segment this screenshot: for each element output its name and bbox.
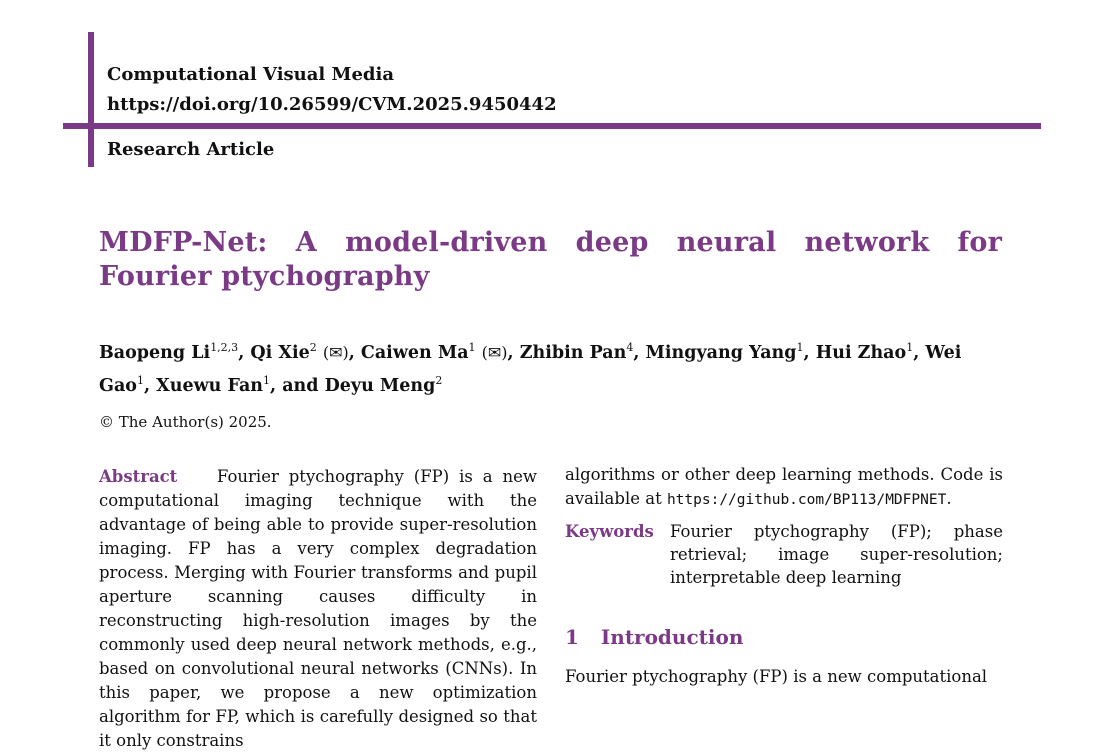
copyright-notice: © The Author(s) 2025.: [99, 413, 272, 431]
section-title: Introduction: [600, 625, 744, 649]
abstract-continuation: [565, 463, 1003, 512]
author-name: Deyu Meng: [324, 375, 436, 396]
paper-title: MDFP-Net: A model-driven deep neural network for Fourier ptychography: [99, 227, 1002, 292]
author-name: Xuewu Fan: [156, 375, 264, 396]
author-name: Wei Gao: [99, 342, 962, 396]
author-name: Caiwen Ma: [360, 342, 469, 363]
author-name: Qi Xie: [250, 342, 310, 363]
introduction-first-line: Fourier ptychography (FP) is a new computational: [565, 667, 988, 686]
mail-icon[interactable]: (✉): [481, 342, 508, 362]
author-affiliation: 4: [626, 341, 634, 354]
author-name: Zhibin Pan: [519, 342, 627, 363]
article-type: Research Article: [107, 139, 275, 160]
keywords-label: Keywords: [565, 522, 654, 541]
section-heading-introduction: [565, 625, 743, 649]
journal-name: Computational Visual Media: [107, 64, 394, 85]
author-affiliation: 1,2,3: [210, 341, 239, 354]
journal-header-horizontal-rule: [63, 123, 1041, 129]
author-affiliation: 2: [309, 341, 317, 354]
abstract-end-period: .: [946, 489, 952, 508]
author-affiliation: 2: [435, 373, 443, 387]
author-affiliation: 1: [468, 341, 476, 354]
keywords-text: Fourier ptychography (FP); phase retrieval; image super-resolution; interpretable deep learning: [670, 522, 1003, 587]
abstract-label: Abstract: [99, 467, 178, 486]
abstract-paragraph: [99, 465, 537, 750]
abstract-text: Fourier ptychography (FP) is a new computational imaging technique with the advantage of being able to provide super-resolution imaging. FP has a very complex degradation process. Merging with Fourier transforms and pupil aperture scanning causes difficulty in reconstructing high-resolution images by the commonly used deep neural network methods, e.g., based on convolutional neural networks (CNNs). In this paper, we propose a new optimization algorithm for FP, which is carefully designed so that it only constrains: [99, 467, 537, 750]
author-affiliation: 1: [796, 341, 804, 354]
section-number: 1: [565, 625, 579, 649]
mail-icon[interactable]: (✉): [322, 342, 349, 362]
author-affiliation: 1: [136, 373, 144, 387]
journal-header-vertical-bar: [88, 32, 94, 167]
author-name: Baopeng Li: [99, 342, 211, 363]
code-link[interactable]: https://github.com/BP113/MDFPNET: [666, 492, 947, 508]
doi-link[interactable]: https://doi.org/10.26599/CVM.2025.9450442: [107, 94, 557, 115]
author-affiliation: 1: [263, 373, 271, 387]
author-name: Mingyang Yang: [645, 342, 797, 363]
author-affiliation: 1: [906, 341, 914, 354]
author-list: Baopeng Li$^{1,2,3}$, Qi Xie$^2$ (✉), Caiwen Ma$^1$ (✉), Zhibin Pan$^4$, Mingyang Yang$^1$, Hui Zhao$^1$, Wei Gao$^1$, Xuewu Fan$^1$, and Deyu Meng$^2$: [99, 341, 962, 396]
author-name: Hui Zhao: [815, 342, 907, 363]
abstract-continuation-text: algorithms or other deep learning methods. Code is available at: [565, 465, 1003, 508]
